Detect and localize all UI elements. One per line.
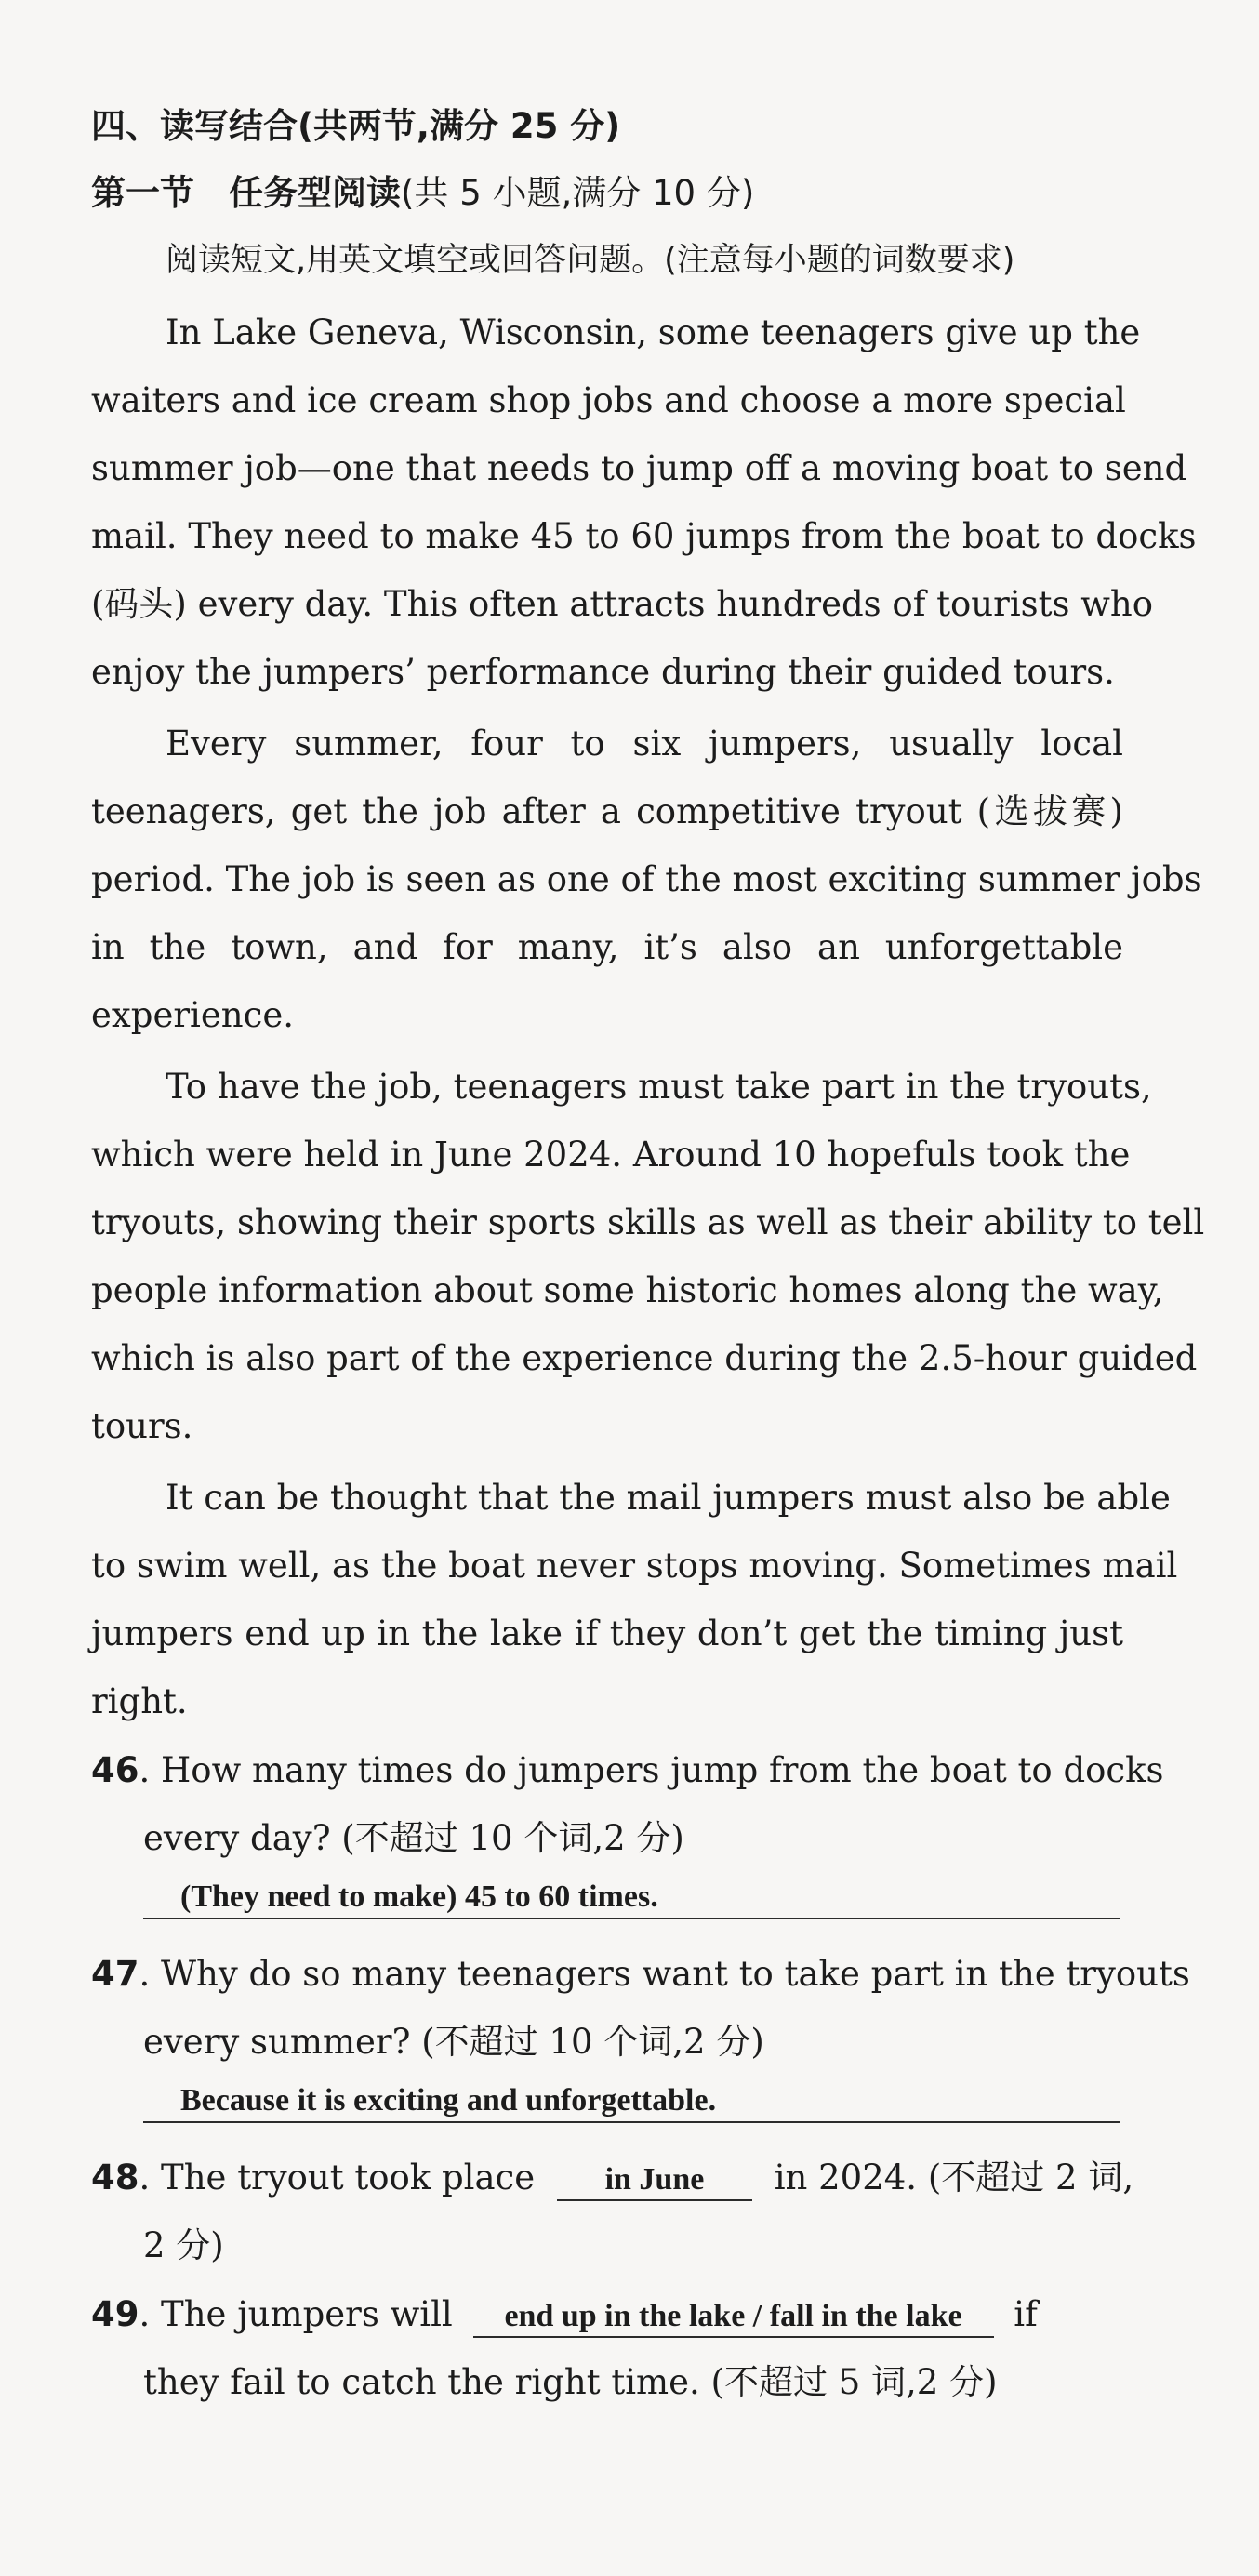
instruction: 阅读短文,用英文填空或回答问题。(注意每小题的词数要求): [166, 242, 1015, 279]
question-prompt: . Why do so many teenagers want to take part in the tryouts: [139, 1954, 1190, 1994]
question-text: every summer? (不超过 10 个词,2 分): [143, 2022, 764, 2062]
question-prompt-tail: if: [1014, 2294, 1038, 2334]
question-text: they fail to catch the right time. (不超过 5 词,2 分): [143, 2362, 998, 2402]
answer-blank[interactable]: end up in the lake / fall in the lake: [473, 2297, 994, 2338]
question-number: 46: [91, 1750, 139, 1790]
passage-line: in the town, and for many, it’s also an unforgettable: [91, 927, 1123, 967]
question-text: [91, 2292, 1123, 2338]
question-prompt: . The jumpers will: [139, 2294, 453, 2334]
passage-line: people information about some historic homes along the way,: [91, 1270, 1164, 1310]
question-number: 48: [91, 2158, 139, 2198]
passage-line: It can be thought that the mail jumpers must also be able: [166, 1478, 1171, 1518]
answer-field[interactable]: (They need to make) 45 to 60 times.: [143, 1877, 1120, 1919]
section-heading: 四、读写结合(共两节,满分 25 分): [91, 106, 621, 146]
part-title: 第一节 任务型阅读: [91, 173, 401, 213]
passage-line: to swim well, as the boat never stops moving. Sometimes mail: [91, 1546, 1178, 1586]
passage-line: In Lake Geneva, Wisconsin, some teenagers give up the: [166, 312, 1141, 352]
passage-line: tours.: [91, 1406, 193, 1446]
question-text: [91, 1952, 1190, 1997]
passage-line: (码头) every day. This often attracts hundreds of tourists who: [91, 584, 1154, 624]
passage-line: teenagers, get the job after a competitive tryout (选拔赛): [91, 791, 1123, 831]
passage-line: enjoy the jumpers’ performance during their guided tours.: [91, 652, 1115, 692]
part-title-row: [91, 171, 1123, 216]
passage-line: summer job—one that needs to jump off a moving boat to send: [91, 448, 1187, 488]
question-prompt-tail: in 2024. (不超过 2 词,: [774, 2158, 1134, 2198]
passage-line: tryouts, showing their sports skills as well as their ability to tell: [91, 1202, 1205, 1242]
passage-line: right.: [91, 1681, 188, 1721]
answer-blank[interactable]: in June: [557, 2160, 752, 2201]
passage-line: which were held in June 2024. Around 10 hopefuls took the: [91, 1135, 1131, 1175]
question-prompt: . The tryout took place: [139, 2158, 536, 2198]
question-number: 47: [91, 1954, 139, 1994]
passage-line: experience.: [91, 995, 294, 1035]
question-text: every day? (不超过 10 个词,2 分): [143, 1818, 684, 1858]
question-prompt: . How many times do jumpers jump from the boat to docks: [139, 1750, 1164, 1790]
passage-line: period. The job is seen as one of the most exciting summer jobs: [91, 859, 1202, 899]
passage-line: jumpers end up in the lake if they don’t get the timing just: [91, 1613, 1123, 1653]
passage-line: which is also part of the experience during the 2.5-hour guided: [91, 1338, 1198, 1378]
part-note: (共 5 小题,满分 10 分): [401, 173, 755, 213]
answer-field[interactable]: Because it is exciting and unforgettable.: [143, 2080, 1120, 2123]
passage-line: mail. They need to make 45 to 60 jumps from the boat to docks: [91, 516, 1197, 556]
question-text: [91, 1748, 1164, 1793]
passage-line: Every summer, four to six jumpers, usually local: [166, 724, 1123, 764]
question-number: 49: [91, 2294, 139, 2334]
question-text: 2 分): [143, 2225, 224, 2265]
passage-line: waiters and ice cream shop jobs and choose a more special: [91, 380, 1126, 420]
question-text: [91, 2156, 1134, 2201]
passage-line: To have the job, teenagers must take part in the tryouts,: [166, 1067, 1152, 1107]
